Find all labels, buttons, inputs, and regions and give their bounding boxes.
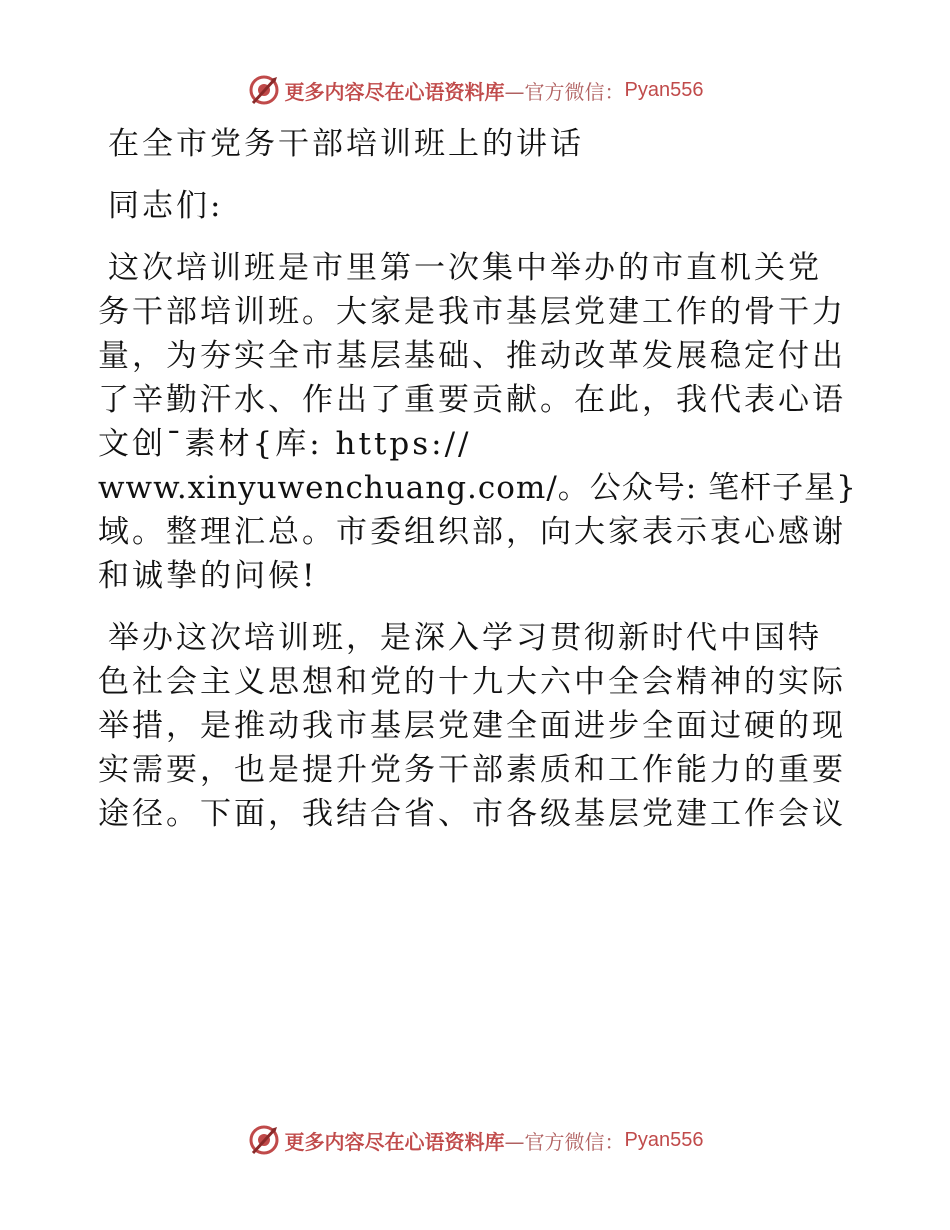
paragraph-line: 和诚挚的问候! [98,558,318,594]
document-title: 在全市党务干部培训班上的讲话 [108,126,584,162]
banner-separator: —官方微信： [504,79,625,104]
salutation: 同志们: [108,188,224,224]
paragraph-line: 了辛勤汗水、作出了重要贡献。在此，我代表心语 [98,382,846,418]
paragraph-line-url: www.xinyuwenchuang.com/。公众号: 笔杆子星} [98,470,857,506]
paragraph-line: 务干部培训班。大家是我市基层党建工作的骨干力 [98,294,846,330]
banner-separator: —官方微信： [504,1129,625,1154]
paragraph-line: 域。整理汇总。市委组织部，向大家表示衷心感谢 [98,514,846,550]
paragraph-line: 量，为夯实全市基层基础、推动改革发展稳定付出 [98,338,846,374]
paragraph-line: 这次培训班是市里第一次集中举办的市直机关党 [108,250,822,286]
paragraph-1 [98,246,858,598]
banner-wechat-id: Pyan556 [624,1128,704,1151]
header-watermark-banner [0,70,950,110]
paragraph-line: 文创¯素材{库: https:// [98,426,472,462]
banner-text: 更多内容尽在心语资料库 [284,1129,505,1154]
quill-logo-icon [247,1123,281,1157]
paragraph-line: 途径。下面，我结合省、市各级基层党建工作会议 [98,796,846,832]
paragraph-2 [98,616,858,836]
footer-watermark-banner [0,1120,950,1160]
document-body [98,122,858,836]
paragraph-line: 举措，是推动我市基层党建全面进步全面过硬的现 [98,708,846,744]
banner-wechat-id: Pyan556 [624,78,704,101]
paragraph-line: 色社会主义思想和党的十九大六中全会精神的实际 [98,664,846,700]
quill-logo-icon [247,73,281,107]
paragraph-line: 实需要，也是提升党务干部素质和工作能力的重要 [98,752,846,788]
paragraph-line: 举办这次培训班，是深入学习贯彻新时代中国特 [108,620,822,656]
banner-text: 更多内容尽在心语资料库 [284,79,505,104]
